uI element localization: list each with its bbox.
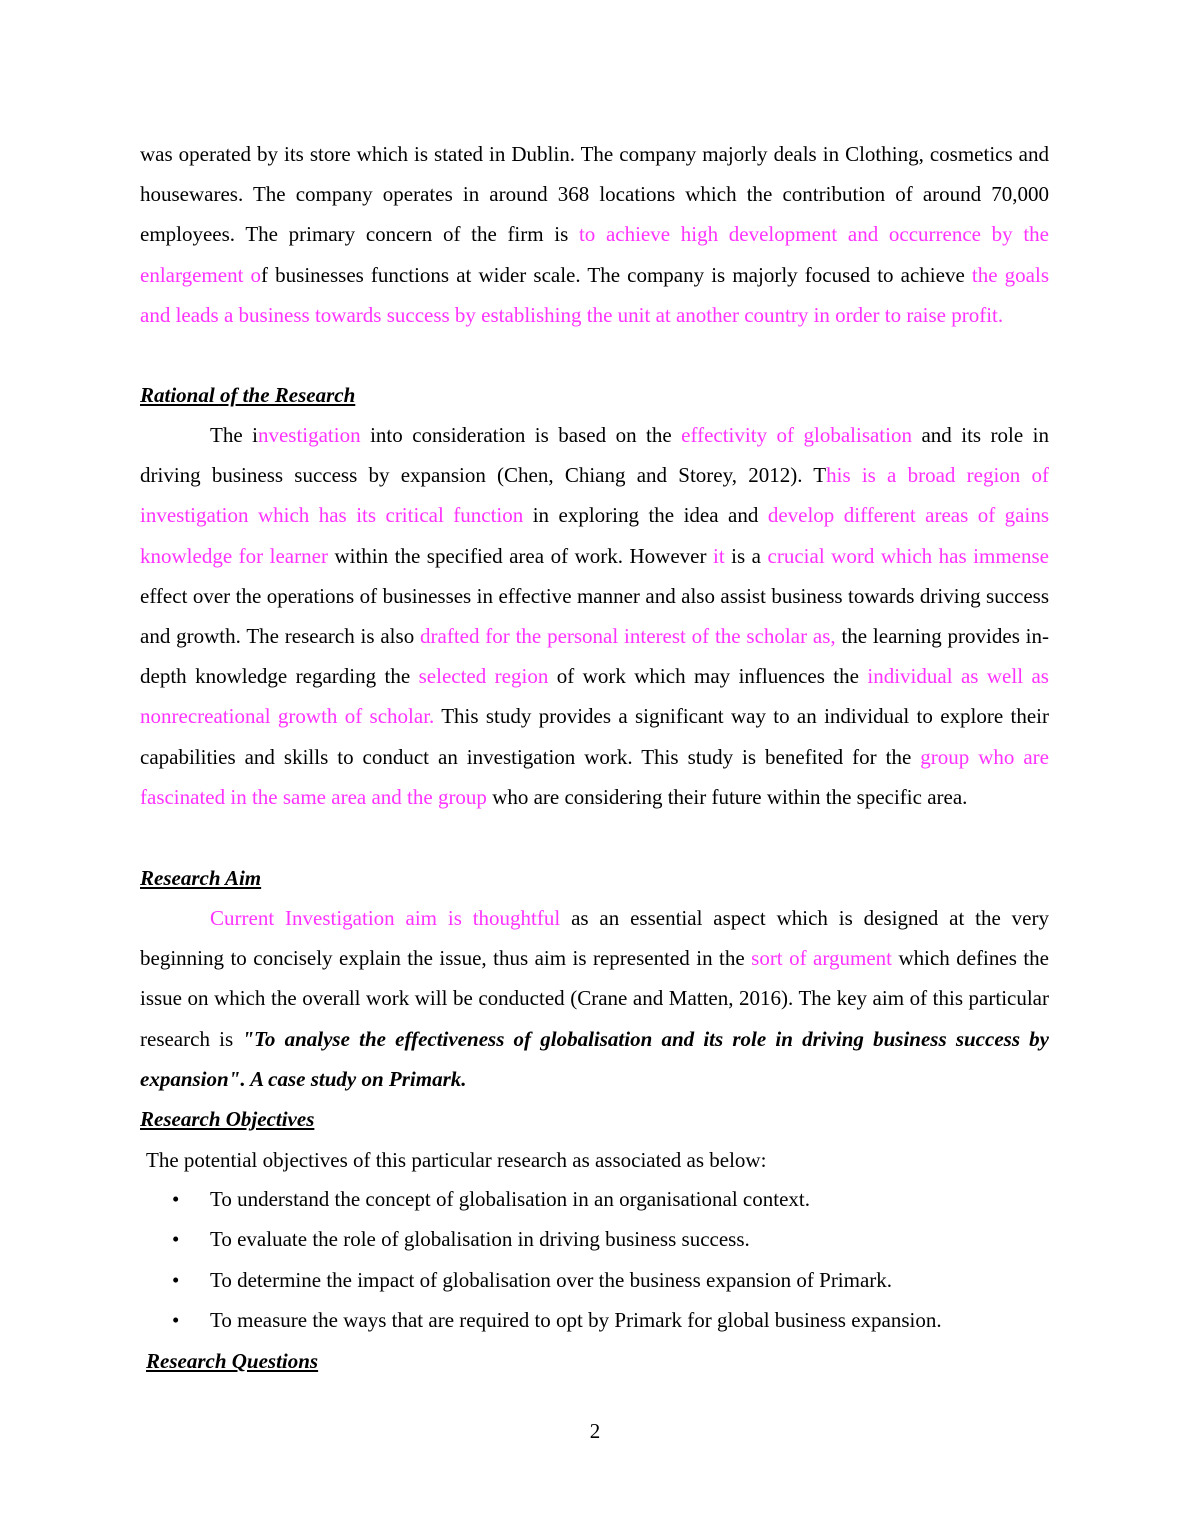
- rational-text: into consideration is based on the: [360, 423, 682, 447]
- rational-text: within the specified area of work. However: [327, 543, 713, 568]
- aim-statement: "To analyse the effectiveness of globalisation and its role in driving business success by expansion". A case study on Primark.: [140, 1026, 1049, 1091]
- questions-heading: Research Questions: [146, 1349, 319, 1373]
- objective-text: To understand the concept of globalisation in an organisational context.: [210, 1187, 810, 1211]
- highlighted-text: crucial word which has immense: [767, 543, 1049, 568]
- list-item: [140, 1187, 1049, 1227]
- highlighted-text: effectivity of globalisation: [681, 423, 912, 447]
- highlighted-text: the goals and leads a business towards success by establishing the unit at another country in order to raise profit.: [140, 262, 1050, 327]
- rational-text: in exploring the idea and: [523, 503, 768, 528]
- intro-text: was operated by its store which is stated in Dublin. The company majorly deals in Clothing, cosmetics and housewares. The company operates in around 368 locations which the contribution of around 70,000 employees. The primary concern of the firm is: [140, 142, 1049, 247]
- rational-text: This study provides a significant way to an individual to explore their capabilities and skills to conduct an investigation work. This study is benefited for the: [140, 704, 1049, 769]
- page-number: 2: [589, 1419, 601, 1443]
- objective-text: To determine the impact of globalisation over the business expansion of Primark.: [210, 1267, 893, 1292]
- list-item: [140, 1308, 1049, 1348]
- objectives-list: [140, 1187, 1049, 1348]
- highlighted-text: group who are fascinated in the same area and the group: [140, 744, 1049, 809]
- rational-text: is a: [724, 543, 768, 568]
- aim-text: as an essential aspect which is designed at the very beginning to concisely explain the issue, thus aim is represented in the: [140, 906, 1049, 971]
- aim-heading: Research Aim: [140, 866, 262, 890]
- intro-paragraph: [140, 134, 1049, 335]
- objectives-heading: Research Objectives: [140, 1107, 315, 1131]
- highlighted-text: to achieve high development and occurrence by the enlargement o: [140, 222, 1049, 287]
- rational-text: The i: [210, 423, 258, 447]
- bullet-icon: •: [172, 1307, 180, 1332]
- rational-text: who are considering their future within the specific area.: [486, 784, 968, 809]
- rational-text: the learning provides in-depth knowledge regarding the: [140, 624, 1050, 689]
- highlighted-text: drafted for the personal interest of the scholar as,: [420, 624, 836, 649]
- rational-text: and its role in driving business success by expansion (Chen, Chiang and Storey, 2012). T: [140, 423, 1049, 488]
- highlighted-text: nvestigation: [257, 423, 361, 447]
- rational-paragraph: [140, 415, 1049, 817]
- objective-text: To measure the ways that are required to opt by Primark for global business expansion.: [210, 1307, 942, 1332]
- rational-heading: Rational of the Research: [140, 383, 356, 407]
- aim-paragraph: [140, 898, 1049, 1099]
- highlighted-text: individual as well as nonrecreational growth of scholar.: [140, 664, 1049, 729]
- highlighted-text: develop different areas of gains knowledge for learner: [140, 503, 1050, 568]
- intro-text: f businesses functions at wider scale. The company is majorly focused to achieve: [261, 262, 972, 287]
- bullet-icon: •: [172, 1267, 180, 1292]
- objective-text: To evaluate the role of globalisation in driving business success.: [210, 1227, 750, 1252]
- rational-text: effect over the operations of businesses in effective manner and also assist business towards driving success and growth. The research is also: [140, 583, 1049, 649]
- highlighted-text: selected region: [418, 664, 549, 689]
- highlighted-text: it: [712, 543, 725, 568]
- rational-text: of work which may influences the: [548, 664, 868, 689]
- objectives-intro: The potential objectives of this particular research as associated as below:: [146, 1148, 767, 1172]
- highlighted-text: his is a broad region of investigation which has its critical function: [140, 463, 1049, 528]
- aim-text: which defines the issue on which the overall work will be conducted (Crane and Matten, 2016). The key aim of this particular research is: [140, 946, 1049, 1051]
- highlighted-text: sort of argument: [751, 946, 892, 971]
- list-item: [140, 1227, 1049, 1267]
- highlighted-text: Current Investigation aim is thoughtful: [210, 906, 561, 930]
- bullet-icon: •: [172, 1227, 180, 1252]
- bullet-icon: •: [172, 1187, 180, 1211]
- list-item: [140, 1268, 1049, 1308]
